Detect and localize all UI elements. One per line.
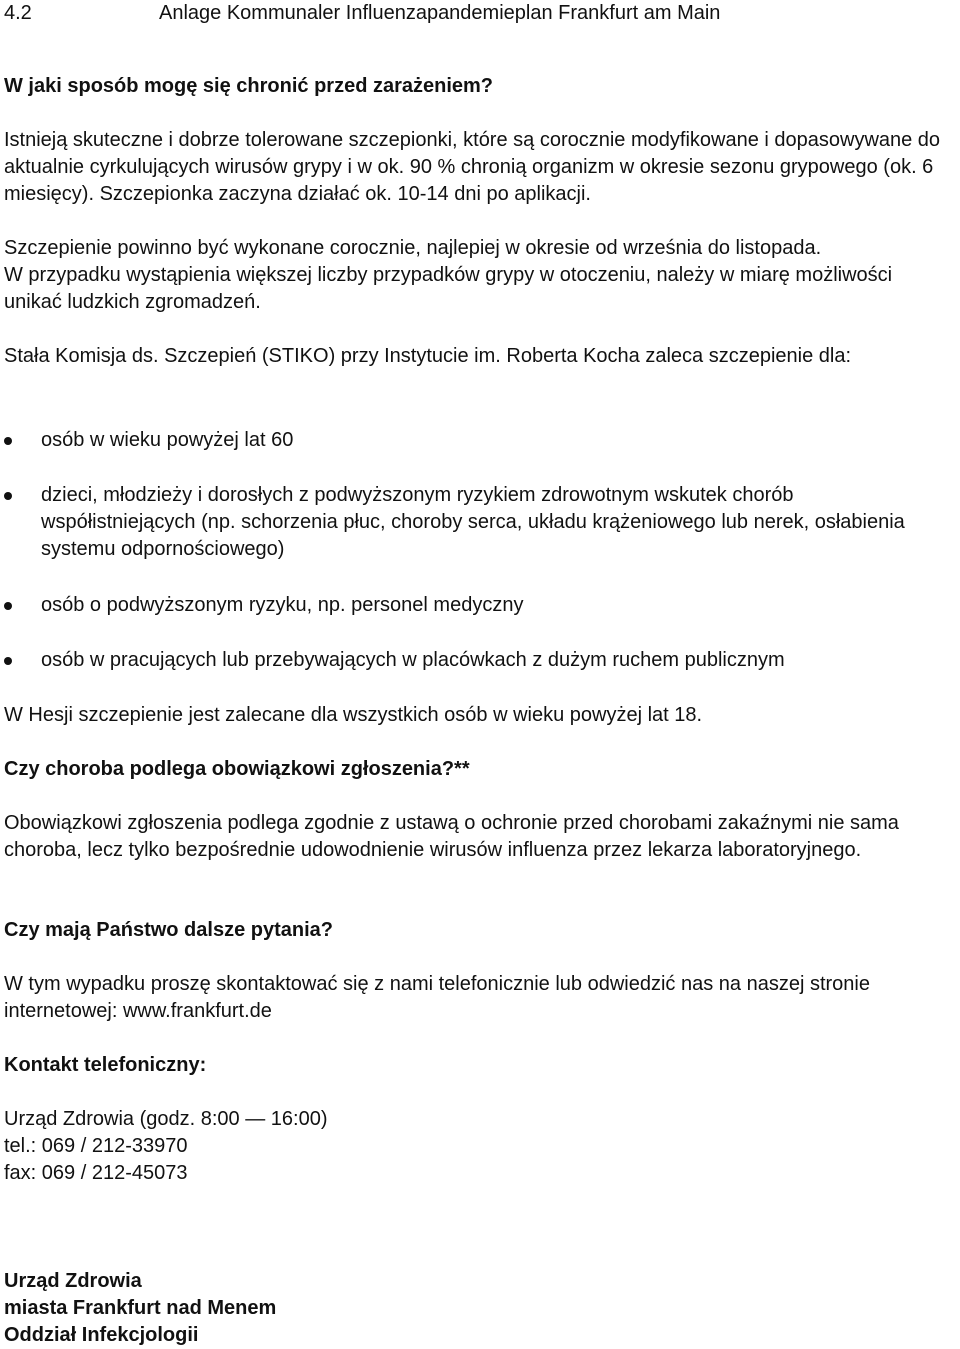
stiko-paragraph: Stała Komisja ds. Szczepień (STIKO) przy Instytucie im. Roberta Kocha zaleca szczepienie dla: — [4, 345, 852, 367]
signature-line-3: Oddział Infekcjologii — [4, 1324, 199, 1346]
report-heading: Czy choroba podlega obowiązkowi zgłoszenia?** — [4, 758, 470, 780]
contact-heading: Kontakt telefoniczny: — [4, 1054, 207, 1076]
yearly-paragraph: Szczepienie powinno być wykonane corocznie, najlepiej w okresie od września do listopada. — [4, 237, 822, 259]
contact-phone: tel.: 069 / 212-33970 — [4, 1135, 188, 1157]
hesse-paragraph: W Hesji szczepienie jest zalecane dla wszystkich osób w wieku powyżej lat 18. — [4, 704, 703, 726]
bullet-icon — [4, 657, 12, 665]
list-item-text: osób o podwyższonym ryzyku, np. personel medyczny — [41, 594, 524, 616]
questions-paragraph: W tym wypadku proszę skontaktować się z nami telefonicznie lub odwiedzić nas na naszej stronie internetowej: www.frankfurt.de — [4, 973, 870, 1022]
bullet-icon — [4, 437, 12, 445]
header-title: Anlage Kommunaler Influenzapandemieplan Frankfurt am Main — [159, 2, 721, 24]
list-item-text: osób w pracujących lub przebywających w placówkach z dużym ruchem publicznym — [41, 649, 785, 671]
page-header — [4, 0, 954, 27]
section-number: 4.2 — [4, 2, 32, 24]
contact-fax: fax: 069 / 212-45073 — [4, 1162, 188, 1184]
signature-line-1: Urząd Zdrowia — [4, 1270, 142, 1292]
list-item-text: osób w wieku powyżej lat 60 — [41, 429, 294, 451]
contact-office: Urząd Zdrowia (godz. 8:00 — 16:00) — [4, 1108, 328, 1130]
protect-heading: W jaki sposób mogę się chronić przed zarażeniem? — [4, 75, 494, 97]
signature-line-2: miasta Frankfurt nad Menem — [4, 1297, 277, 1319]
bullet-icon — [4, 492, 12, 500]
report-paragraph: Obowiązkowi zgłoszenia podlega zgodnie z ustawą o ochronie przed chorobami zakaźnymi nie sama choroba, lecz tylko bezpośrednie udowodnienie wirusów influenza przez lekarza laboratoryjnego. — [4, 812, 899, 861]
crowds-paragraph: W przypadku wystąpienia większej liczby przypadków grypy w otoczeniu, należy w miarę możliwości unikać ludzkich zgromadzeń. — [4, 264, 893, 313]
questions-heading: Czy mają Państwo dalsze pytania? — [4, 919, 333, 941]
vaccines-paragraph: Istnieją skuteczne i dobrze tolerowane szczepionki, które są corocznie modyfikowane i dopasowywane do aktualnie cyrkulujących wirusów grypy i w ok. 90 % chronią organizm w okresie sezonu grypowego (ok. 6 miesięcy). Szczepionka zaczyna działać ok. 10-14 dni po aplikacji. — [4, 129, 941, 205]
bullet-icon — [4, 602, 12, 610]
list-item-text: dzieci, młodzieży i dorosłych z podwyższonym ryzykiem zdrowotnym wskutek chorób współistniejących (np. schorzenia płuc, choroby serca, układu krążeniowego lub nerek, osłabienia systemu odpornościowego) — [41, 484, 905, 560]
